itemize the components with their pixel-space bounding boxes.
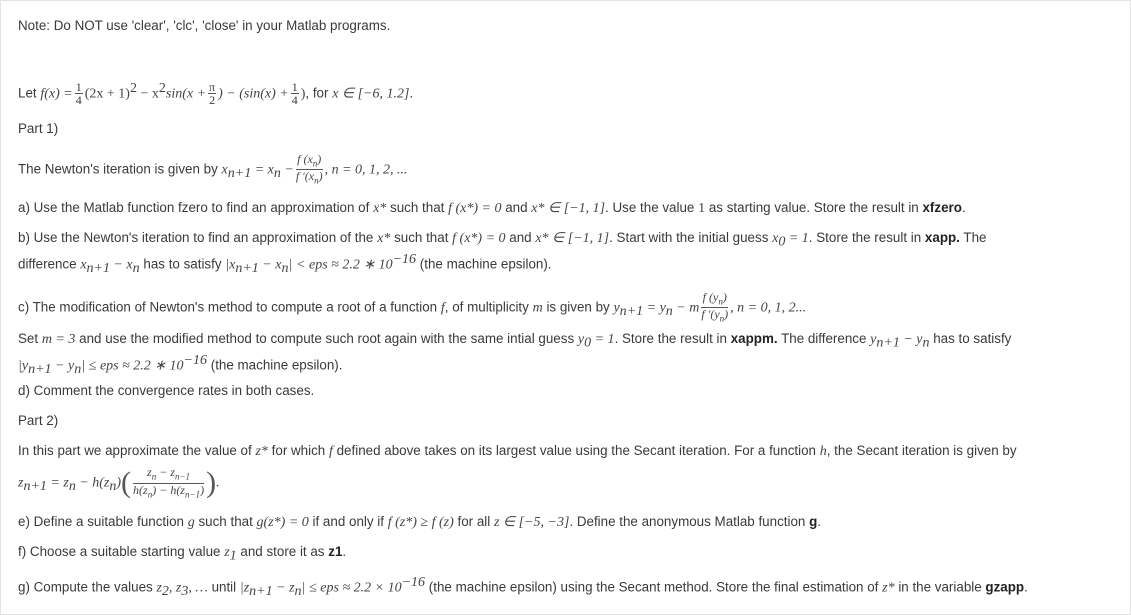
b-text-2: such that: [394, 230, 449, 245]
newton-eq: = x: [251, 162, 274, 178]
b-eps: < eps ≈ 2.2 ∗ 10: [296, 257, 393, 273]
b-guess: x: [772, 231, 779, 246]
subscript: 1: [229, 548, 237, 564]
set-text-1: Set: [18, 331, 39, 346]
part2-intro: [18, 443, 1017, 460]
f-term-1: (2x + 1): [84, 86, 130, 102]
period: .: [409, 85, 414, 101]
set-text-4: The difference: [781, 331, 867, 346]
g-end: .: [1024, 579, 1028, 595]
fraction-numerator: $z_n - z_{n-1}$: [133, 466, 204, 483]
subscript: 3: [181, 584, 189, 600]
b-text-8: (the machine epsilon).: [419, 256, 552, 272]
newton-fraction: [296, 153, 323, 187]
fraction-pi-half: [208, 81, 216, 106]
newton-tail: , n = 0, 1, 2, ...: [324, 162, 408, 178]
set-diff-minus: − y: [899, 332, 923, 347]
item-f: [18, 544, 346, 565]
b-x: x*: [377, 231, 391, 246]
fraction-denominator: 4: [291, 93, 298, 108]
subscript: n−1: [184, 488, 201, 499]
item-c: [18, 291, 806, 325]
g-vals-2: , z: [168, 580, 182, 596]
set-text-2: and use the modified method to compute such root again with the same intial guess: [79, 331, 575, 346]
subscript: 2: [161, 584, 169, 600]
b-domain: x* ∈ [−1, 1]: [535, 231, 610, 246]
paren: ): [318, 169, 323, 184]
den-text: f ′(y: [701, 307, 720, 322]
a-x: x*: [373, 201, 387, 216]
a-text-2: such that: [390, 200, 445, 215]
f-end: .: [342, 544, 347, 559]
g-var: gzapp: [985, 579, 1025, 595]
set-text-3: . Store the result in: [614, 331, 727, 346]
b-diff-label: difference: [18, 256, 77, 272]
exponent: 2: [129, 81, 137, 96]
e-end: .: [817, 514, 822, 529]
fraction-denominator: f $'(y_n)$: [701, 307, 729, 324]
fraction-quarter: [75, 81, 83, 106]
item-d: d) Comment the convergence rates in both cases.: [18, 383, 315, 398]
den-text: h(z: [133, 482, 148, 497]
set-eps: ≤ eps ≈ 2.2 ∗ 10: [88, 358, 184, 374]
set-m: m = 3: [41, 332, 76, 347]
num-text: z: [147, 465, 152, 480]
g-text-1: g) Compute the values: [18, 579, 153, 595]
e-g: g: [187, 515, 195, 530]
c-fraction: [701, 291, 728, 325]
b-diff: x: [80, 257, 87, 273]
a-text-1: a) Use the Matlab function fzero to find an approximation of: [18, 200, 370, 215]
c-lhs: y: [613, 300, 620, 316]
p2-text-4: , the Secant iteration is given by: [826, 443, 1017, 458]
subscript: n+1: [249, 584, 273, 600]
subscript: n: [719, 313, 725, 324]
g-text-4: in the variable: [898, 579, 982, 595]
e-var: g: [809, 514, 818, 529]
f-term-4: ) − (sin(x) +: [218, 86, 289, 102]
b-text-6: The: [963, 230, 987, 245]
set-abs: |y: [18, 358, 29, 374]
e-text-1: e) Define a suitable function: [18, 514, 184, 529]
part2-heading: Part 2): [18, 413, 59, 428]
subscript: n: [665, 304, 673, 320]
newton-minus: −: [280, 162, 294, 178]
big-paren-close: ): [206, 466, 217, 499]
b-cond: f (x*) = 0: [452, 231, 506, 246]
subscript: n+1: [23, 479, 47, 495]
subscript: n: [132, 261, 140, 277]
f-term-3: sin(x +: [165, 86, 207, 102]
for-label: , for: [305, 85, 329, 101]
c-eq: = y: [643, 300, 666, 316]
item-b-line1: [18, 230, 986, 251]
paren: ): [116, 475, 122, 491]
subscript: n: [718, 296, 723, 307]
g-text-2: until: [211, 579, 237, 595]
set-abs-minus: − y: [51, 358, 75, 374]
set-text-5: has to satisfy: [933, 331, 1012, 346]
set-diff: y: [870, 332, 877, 347]
g-text-3: (the machine epsilon) using the Secant method. Store the final estimation of: [428, 579, 879, 595]
b-text-1: b) Use the Newton's iteration to find an approximation of the: [18, 230, 374, 245]
fraction-numerator: 1: [75, 80, 82, 95]
a-one: 1: [698, 201, 706, 216]
item-e: [18, 514, 821, 531]
subscript: 0: [778, 234, 786, 250]
newton-text: The Newton's iteration is given by: [18, 161, 218, 177]
a-end: .: [961, 200, 966, 215]
a-cond: f (x*) = 0: [448, 201, 502, 216]
b-text-3: and: [509, 230, 532, 245]
let-label: Let: [18, 85, 37, 101]
exponent: −16: [392, 252, 417, 267]
p2-text-1: In this part we approximate the value of: [18, 443, 252, 458]
p2-f: f: [328, 444, 333, 459]
fraction-numerator: 1: [291, 80, 298, 95]
e-cond: g(z*) = 0: [256, 515, 309, 530]
e-text-3: if and only if: [312, 514, 384, 529]
subscript: n−1: [174, 471, 191, 482]
b-text-4: . Start with the initial guess: [609, 230, 769, 245]
p2-text-3: defined above takes on its largest value using the Secant iteration. For a function: [336, 443, 816, 458]
subscript: n+1: [28, 362, 52, 378]
e-domain: z ∈ [−5, −3]: [493, 515, 570, 530]
set-var: xappm.: [730, 331, 778, 346]
g-abs: |z: [239, 580, 250, 596]
function-definition: [18, 81, 413, 106]
subscript: n: [109, 479, 117, 495]
fraction-numerator: [296, 153, 323, 170]
set-line2: [18, 353, 342, 378]
subscript: n: [922, 335, 930, 351]
subscript: n: [281, 261, 289, 277]
subscript: n: [314, 175, 319, 186]
secant-eq: = z: [46, 475, 69, 491]
b-abs: |x: [225, 257, 236, 273]
p2-h: h: [819, 444, 827, 459]
f-text-1: f) Choose a suitable starting value: [18, 544, 221, 559]
secant-lhs: z: [18, 475, 24, 491]
den-text: f ′(x: [295, 169, 315, 184]
abs-bar: |: [81, 358, 86, 374]
part1-heading: Part 1): [18, 121, 59, 136]
item-g: [18, 575, 1028, 600]
b-var: xapp.: [924, 230, 960, 245]
b-text-7: has to satisfy: [143, 256, 222, 272]
item-b-line2: [18, 252, 552, 277]
b-abs-minus: − x: [258, 257, 282, 273]
p2-text-2: for which: [271, 443, 326, 458]
exponent: −16: [183, 353, 207, 368]
subscript: n+1: [235, 261, 259, 277]
subscript: n: [68, 479, 76, 495]
c-tail: , n = 0, 1, 2...: [730, 300, 807, 316]
fraction-denominator: 4: [75, 93, 82, 108]
set-y0: y: [577, 332, 585, 347]
c-text-1: c) The modification of Newton's method to compute a root of a function: [18, 299, 438, 315]
paren: ): [317, 152, 322, 166]
fraction-denominator: $h(z_n) - h(z_{n-1})$: [133, 482, 205, 499]
exponent: 2: [158, 81, 166, 96]
g-eps: ≤ eps ≈ 2.2 × 10: [309, 580, 402, 596]
f-term-5: ): [300, 86, 306, 102]
e-text-4: for all: [457, 514, 491, 529]
p2-z: z*: [255, 444, 268, 459]
num-text: f (y: [702, 290, 719, 304]
subscript: n: [294, 584, 302, 600]
set-line1: [18, 331, 1011, 352]
subscript: n+1: [86, 261, 110, 277]
g-vals-ellipsis: , …: [188, 580, 208, 596]
subscript: n: [74, 362, 82, 378]
g-z: z*: [882, 580, 895, 596]
f-text-2: and store it as: [240, 544, 325, 559]
fraction-denominator: [296, 170, 323, 186]
f-var: z1: [328, 544, 343, 559]
secant-fraction: [133, 466, 204, 500]
item-a: [18, 200, 966, 217]
a-domain: x* ∈ [−1, 1]: [531, 201, 606, 216]
c-m: m: [532, 300, 543, 316]
abs-bar: |: [301, 580, 306, 596]
a-text-4: . Use the value: [605, 200, 695, 215]
subscript: n+1: [619, 304, 644, 320]
abs-bar: |: [288, 257, 293, 273]
f-term-2: − x: [136, 86, 159, 102]
g-abs-minus: − z: [272, 580, 295, 596]
b-diff-minus: − x: [109, 257, 133, 273]
e-ineq: f (z*) ≥ f (z): [387, 515, 454, 530]
a-text-3: and: [505, 200, 528, 215]
set-text-6: (the machine epsilon).: [210, 357, 343, 373]
period: .: [216, 475, 220, 491]
num-text: f (x: [297, 152, 313, 166]
fraction-denominator: 2: [209, 93, 216, 108]
b-text-5: . Store the result in: [808, 230, 922, 245]
big-paren-open: (: [121, 466, 132, 499]
c-text-3: is given by: [546, 299, 610, 315]
b-guess-tail: = 1: [785, 231, 809, 246]
fraction-quarter-2: [291, 81, 299, 106]
set-y0-tail: = 1: [591, 332, 615, 347]
fraction-numerator: π: [209, 80, 216, 95]
newton-lhs: x: [221, 162, 228, 178]
newton-iteration: [18, 153, 408, 187]
a-var: xfzero: [922, 200, 962, 215]
subscript: n+1: [876, 335, 900, 351]
c-minus: − m: [672, 300, 700, 316]
e-text-2: such that: [198, 514, 253, 529]
secant-minus: − h(z: [75, 475, 110, 491]
c-f: f: [440, 300, 445, 316]
subscript: n: [312, 158, 318, 169]
subscript: n: [147, 488, 153, 499]
f-z1: z: [224, 545, 230, 560]
a-text-5: as starting value. Store the result in: [708, 200, 919, 215]
subscript: n: [273, 166, 281, 182]
subscript: n: [151, 471, 157, 482]
domain: x ∈ [−6, 1.2]: [332, 86, 410, 102]
exponent: −16: [401, 575, 426, 590]
subscript: n+1: [227, 166, 252, 182]
g-vals: z: [156, 580, 162, 596]
fraction-numerator: f $(y_n)$: [702, 290, 727, 307]
note-text: Note: Do NOT use 'clear', 'clc', 'close' in your Matlab programs.: [18, 18, 391, 33]
e-text-5: . Define the anonymous Matlab function: [569, 514, 806, 529]
subscript: 0: [584, 335, 592, 351]
secant-formula: [18, 466, 220, 500]
c-text-2: , of multiplicity: [444, 299, 529, 315]
f-lhs: f(x) =: [40, 86, 73, 102]
